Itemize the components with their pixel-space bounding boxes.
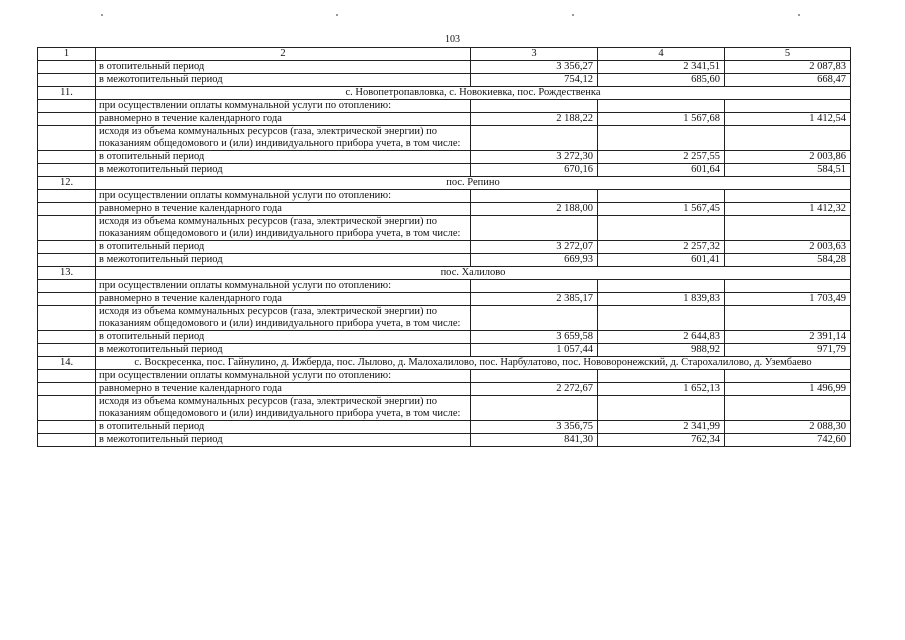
row-number-cell	[38, 216, 96, 241]
row-label: исходя из объема коммунальных ресурсов (газа, электрической энергии) по показаниям общедомового и (или) индивидуального прибора учета, в том числе:	[96, 396, 471, 421]
row-label: в межотопительный период	[96, 254, 471, 267]
scan-dot	[336, 14, 338, 16]
row-number-cell	[38, 126, 96, 151]
table-row	[38, 421, 851, 434]
row-number-cell	[38, 203, 96, 216]
table-row	[38, 216, 851, 241]
value-col-4: 601,64	[598, 164, 725, 177]
value-col-3: 3 272,30	[471, 151, 598, 164]
value-col-5	[725, 396, 851, 421]
row-label: в межотопительный период	[96, 164, 471, 177]
row-number-cell	[38, 113, 96, 126]
value-col-3	[471, 216, 598, 241]
value-col-4: 2 341,51	[598, 61, 725, 74]
row-number-cell	[38, 396, 96, 421]
value-col-4: 1 652,13	[598, 383, 725, 396]
value-col-4: 2 257,55	[598, 151, 725, 164]
table-row	[38, 151, 851, 164]
header-col-5: 5	[725, 48, 851, 61]
value-col-5: 2 391,14	[725, 331, 851, 344]
value-col-4: 2 644,83	[598, 331, 725, 344]
value-col-5	[725, 190, 851, 203]
row-number-cell	[38, 151, 96, 164]
value-col-3	[471, 126, 598, 151]
row-label: в отопительный период	[96, 241, 471, 254]
value-col-4: 685,60	[598, 74, 725, 87]
header-col-3: 3	[471, 48, 598, 61]
value-col-5: 2 088,30	[725, 421, 851, 434]
table-row	[38, 306, 851, 331]
value-col-4	[598, 280, 725, 293]
value-col-4	[598, 396, 725, 421]
table-body	[38, 61, 851, 447]
table-row	[38, 190, 851, 203]
value-col-3: 3 272,07	[471, 241, 598, 254]
table-row	[38, 331, 851, 344]
header-row	[38, 48, 851, 61]
table-row	[38, 370, 851, 383]
row-label: при осуществлении оплаты коммунальной услуги по отоплению:	[96, 190, 471, 203]
row-label: при осуществлении оплаты коммунальной услуги по отоплению:	[96, 100, 471, 113]
value-col-5	[725, 280, 851, 293]
section-title: пос. Репино	[96, 177, 851, 190]
table-row	[38, 126, 851, 151]
table-row	[38, 344, 851, 357]
section-number: 13.	[38, 267, 96, 280]
row-number-cell	[38, 344, 96, 357]
row-number-cell	[38, 421, 96, 434]
value-col-4	[598, 370, 725, 383]
value-col-4: 1 567,68	[598, 113, 725, 126]
table-row	[38, 396, 851, 421]
row-number-cell	[38, 254, 96, 267]
section-title: с. Воскресенка, пос. Гайнулино, д. Ижберда, пос. Лылово, д. Малохалилово, пос. Нарбулатово, пос. Нововоронежский, д. Старохалилово, д. Узембаево	[96, 357, 851, 370]
header-col-2: 2	[96, 48, 471, 61]
scan-dot	[101, 14, 103, 16]
value-col-3	[471, 370, 598, 383]
table-row	[38, 164, 851, 177]
value-col-3: 3 356,27	[471, 61, 598, 74]
value-col-4: 762,34	[598, 434, 725, 447]
value-col-5: 584,51	[725, 164, 851, 177]
value-col-4: 601,41	[598, 254, 725, 267]
row-label: в межотопительный период	[96, 74, 471, 87]
row-number-cell	[38, 280, 96, 293]
row-number-cell	[38, 241, 96, 254]
value-col-4: 1 567,45	[598, 203, 725, 216]
tariff-table	[37, 47, 851, 447]
row-label: равномерно в течение календарного года	[96, 293, 471, 306]
row-label: в отопительный период	[96, 61, 471, 74]
table-row	[38, 293, 851, 306]
section-number: 11.	[38, 87, 96, 100]
section-row	[38, 177, 851, 190]
row-label: равномерно в течение календарного года	[96, 113, 471, 126]
value-col-3: 2 385,17	[471, 293, 598, 306]
value-col-4	[598, 126, 725, 151]
section-title: пос. Халилово	[96, 267, 851, 280]
value-col-3: 1 057,44	[471, 344, 598, 357]
value-col-5	[725, 100, 851, 113]
section-number: 14.	[38, 357, 96, 370]
row-label: при осуществлении оплаты коммунальной услуги по отоплению:	[96, 280, 471, 293]
value-col-3	[471, 396, 598, 421]
value-col-3: 3 356,75	[471, 421, 598, 434]
table-row	[38, 434, 851, 447]
table-row	[38, 113, 851, 126]
value-col-5: 2 087,83	[725, 61, 851, 74]
scan-dot	[798, 14, 800, 16]
table-row	[38, 61, 851, 74]
row-label: исходя из объема коммунальных ресурсов (газа, электрической энергии) по показаниям общедомового и (или) индивидуального прибора учета, в том числе:	[96, 306, 471, 331]
value-col-5: 1 496,99	[725, 383, 851, 396]
value-col-3: 841,30	[471, 434, 598, 447]
table-row	[38, 74, 851, 87]
value-col-5	[725, 306, 851, 331]
value-col-4: 988,92	[598, 344, 725, 357]
scan-dot	[572, 14, 574, 16]
row-label: равномерно в течение календарного года	[96, 383, 471, 396]
table-row	[38, 280, 851, 293]
value-col-4: 1 839,83	[598, 293, 725, 306]
table-row	[38, 203, 851, 216]
value-col-3: 3 659,58	[471, 331, 598, 344]
value-col-4	[598, 100, 725, 113]
value-col-5	[725, 216, 851, 241]
table-row	[38, 100, 851, 113]
value-col-3: 670,16	[471, 164, 598, 177]
row-number-cell	[38, 434, 96, 447]
row-label: исходя из объема коммунальных ресурсов (газа, электрической энергии) по показаниям общедомового и (или) индивидуального прибора учета, в том числе:	[96, 216, 471, 241]
value-col-5	[725, 126, 851, 151]
row-number-cell	[38, 190, 96, 203]
header-col-4: 4	[598, 48, 725, 61]
page-number: 103	[445, 34, 460, 45]
value-col-5	[725, 370, 851, 383]
row-label: равномерно в течение календарного года	[96, 203, 471, 216]
row-label: при осуществлении оплаты коммунальной услуги по отоплению:	[96, 370, 471, 383]
value-col-3: 754,12	[471, 74, 598, 87]
value-col-5: 584,28	[725, 254, 851, 267]
table-row	[38, 241, 851, 254]
section-title: с. Новопетропавловка, с. Новокиевка, пос. Рождественка	[96, 87, 851, 100]
value-col-4	[598, 306, 725, 331]
row-label: в отопительный период	[96, 421, 471, 434]
row-label: в отопительный период	[96, 331, 471, 344]
section-number: 12.	[38, 177, 96, 190]
row-number-cell	[38, 306, 96, 331]
value-col-4	[598, 216, 725, 241]
row-number-cell	[38, 100, 96, 113]
value-col-3: 669,93	[471, 254, 598, 267]
scan-artifacts	[0, 14, 905, 18]
row-label: исходя из объема коммунальных ресурсов (газа, электрической энергии) по показаниям общедомового и (или) индивидуального прибора учета, в том числе:	[96, 126, 471, 151]
value-col-5: 668,47	[725, 74, 851, 87]
section-row	[38, 357, 851, 370]
value-col-3	[471, 306, 598, 331]
section-row	[38, 267, 851, 280]
value-col-3: 2 188,00	[471, 203, 598, 216]
value-col-5: 971,79	[725, 344, 851, 357]
row-number-cell	[38, 293, 96, 306]
value-col-4	[598, 190, 725, 203]
table-row	[38, 383, 851, 396]
value-col-3: 2 188,22	[471, 113, 598, 126]
row-label: в отопительный период	[96, 151, 471, 164]
value-col-5: 1 703,49	[725, 293, 851, 306]
value-col-3	[471, 190, 598, 203]
value-col-4: 2 257,32	[598, 241, 725, 254]
row-number-cell	[38, 74, 96, 87]
value-col-5: 742,60	[725, 434, 851, 447]
row-label: в межотопительный период	[96, 434, 471, 447]
value-col-5: 2 003,86	[725, 151, 851, 164]
value-col-5: 2 003,63	[725, 241, 851, 254]
value-col-3	[471, 280, 598, 293]
row-number-cell	[38, 370, 96, 383]
value-col-5: 1 412,54	[725, 113, 851, 126]
header-col-1: 1	[38, 48, 96, 61]
value-col-5: 1 412,32	[725, 203, 851, 216]
value-col-3: 2 272,67	[471, 383, 598, 396]
row-label: в межотопительный период	[96, 344, 471, 357]
section-row	[38, 87, 851, 100]
row-number-cell	[38, 61, 96, 74]
value-col-3	[471, 100, 598, 113]
row-number-cell	[38, 331, 96, 344]
row-number-cell	[38, 383, 96, 396]
value-col-4: 2 341,99	[598, 421, 725, 434]
row-number-cell	[38, 164, 96, 177]
table-row	[38, 254, 851, 267]
